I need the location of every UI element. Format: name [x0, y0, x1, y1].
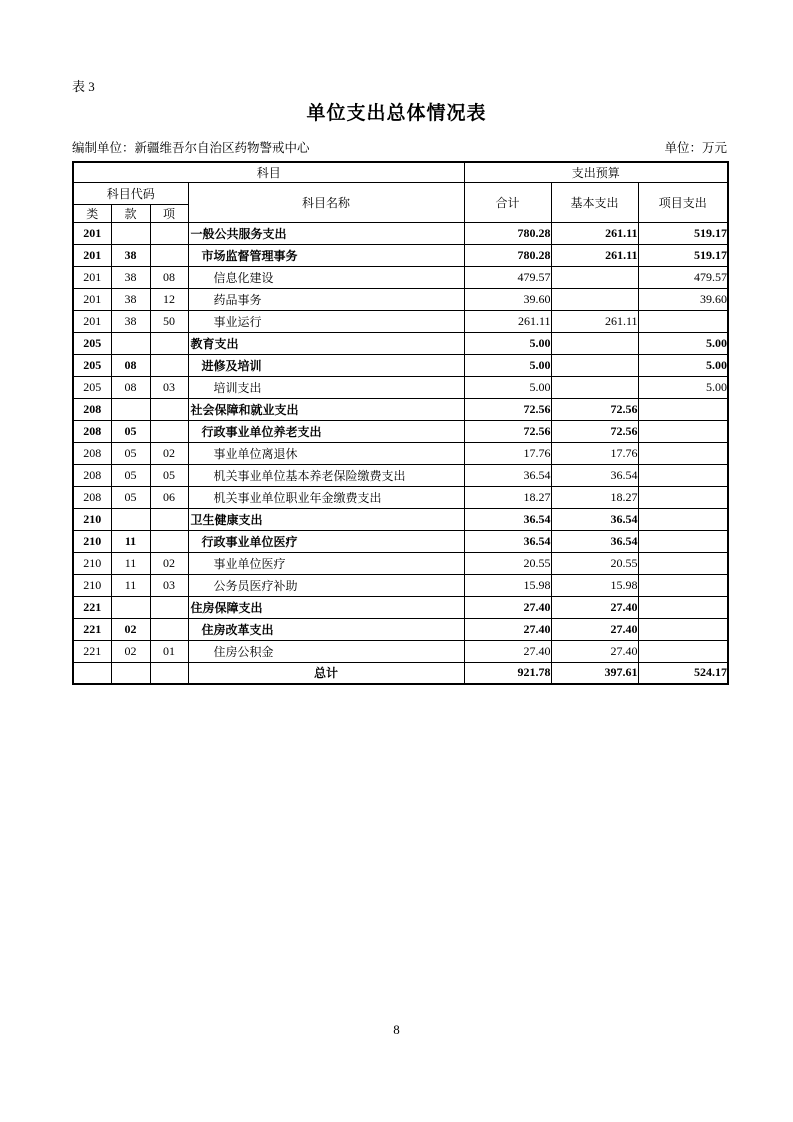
cell-total: 921.78 [464, 662, 551, 684]
cell-project: 479.57 [638, 266, 728, 288]
cell-subject-name: 药品事务 [188, 288, 464, 310]
cell-item [150, 530, 188, 552]
total-row [73, 662, 728, 684]
cell-project [638, 486, 728, 508]
table-row [73, 244, 728, 266]
cell-section: 38 [111, 310, 150, 332]
cell-item [150, 354, 188, 376]
cell-item: 06 [150, 486, 188, 508]
cell-total: 479.57 [464, 266, 551, 288]
cell-total: 72.56 [464, 420, 551, 442]
cell-class: 208 [73, 442, 111, 464]
cell-basic: 261.11 [551, 310, 638, 332]
cell-item [150, 222, 188, 244]
cell-section: 38 [111, 288, 150, 310]
header-subject-group: 科目 [73, 162, 464, 182]
cell-total: 780.28 [464, 244, 551, 266]
cell-subject-name: 事业单位离退休 [188, 442, 464, 464]
cell-basic [551, 376, 638, 398]
cell-class: 201 [73, 288, 111, 310]
header-basic: 基本支出 [551, 182, 638, 222]
cell-item: 05 [150, 464, 188, 486]
cell-class: 208 [73, 464, 111, 486]
cell-basic: 15.98 [551, 574, 638, 596]
cell-section: 02 [111, 640, 150, 662]
cell-section: 38 [111, 244, 150, 266]
table-row [73, 574, 728, 596]
table-row [73, 442, 728, 464]
cell-item [150, 596, 188, 618]
table-row [73, 288, 728, 310]
cell-subject-name: 市场监督管理事务 [188, 244, 464, 266]
cell-class [73, 662, 111, 684]
cell-section: 05 [111, 486, 150, 508]
cell-item: 50 [150, 310, 188, 332]
cell-subject-name: 机关事业单位职业年金缴费支出 [188, 486, 464, 508]
cell-total: 5.00 [464, 376, 551, 398]
cell-total: 27.40 [464, 640, 551, 662]
cell-subject-name: 行政事业单位医疗 [188, 530, 464, 552]
cell-item [150, 662, 188, 684]
cell-item: 02 [150, 442, 188, 464]
cell-subject-name: 行政事业单位养老支出 [188, 420, 464, 442]
cell-project [638, 596, 728, 618]
cell-class: 205 [73, 354, 111, 376]
cell-project: 39.60 [638, 288, 728, 310]
cell-section: 08 [111, 354, 150, 376]
cell-total: 5.00 [464, 354, 551, 376]
cell-project: 524.17 [638, 662, 728, 684]
cell-project [638, 618, 728, 640]
cell-basic [551, 354, 638, 376]
cell-section [111, 596, 150, 618]
cell-basic: 17.76 [551, 442, 638, 464]
table-row [73, 596, 728, 618]
cell-basic: 261.11 [551, 222, 638, 244]
cell-section: 11 [111, 552, 150, 574]
cell-total: 27.40 [464, 618, 551, 640]
cell-subject-name: 一般公共服务支出 [188, 222, 464, 244]
cell-class: 210 [73, 530, 111, 552]
table-row [73, 508, 728, 530]
cell-section: 02 [111, 618, 150, 640]
cell-class: 221 [73, 640, 111, 662]
table-row [73, 398, 728, 420]
cell-basic: 72.56 [551, 398, 638, 420]
table-row [73, 552, 728, 574]
cell-class: 201 [73, 310, 111, 332]
header-total: 合计 [464, 182, 551, 222]
cell-project [638, 464, 728, 486]
cell-total: 5.00 [464, 332, 551, 354]
cell-section: 05 [111, 464, 150, 486]
cell-class: 205 [73, 332, 111, 354]
cell-project [638, 530, 728, 552]
cell-project [638, 552, 728, 574]
cell-section [111, 332, 150, 354]
cell-class: 221 [73, 618, 111, 640]
cell-total: 36.54 [464, 508, 551, 530]
cell-total: 17.76 [464, 442, 551, 464]
table-row [73, 486, 728, 508]
table-row [73, 310, 728, 332]
cell-item: 03 [150, 376, 188, 398]
cell-class: 208 [73, 420, 111, 442]
cell-item [150, 398, 188, 420]
header-project: 项目支出 [638, 182, 728, 222]
cell-subject-name: 住房改革支出 [188, 618, 464, 640]
cell-basic [551, 288, 638, 310]
cell-subject-name: 住房保障支出 [188, 596, 464, 618]
cell-project [638, 640, 728, 662]
header-section: 款 [111, 204, 150, 222]
cell-project: 5.00 [638, 332, 728, 354]
cell-basic: 36.54 [551, 530, 638, 552]
cell-total: 261.11 [464, 310, 551, 332]
cell-basic [551, 332, 638, 354]
cell-project [638, 310, 728, 332]
cell-item [150, 508, 188, 530]
cell-item: 08 [150, 266, 188, 288]
cell-item: 01 [150, 640, 188, 662]
cell-subject-name: 社会保障和就业支出 [188, 398, 464, 420]
cell-item: 03 [150, 574, 188, 596]
cell-section [111, 222, 150, 244]
cell-basic: 18.27 [551, 486, 638, 508]
cell-section: 05 [111, 420, 150, 442]
table-row [73, 420, 728, 442]
page-number: 8 [393, 1022, 400, 1037]
cell-basic: 36.54 [551, 464, 638, 486]
cell-subject-name: 事业运行 [188, 310, 464, 332]
header-code-group: 科目代码 [73, 182, 188, 204]
cell-class: 201 [73, 244, 111, 266]
cell-class: 210 [73, 574, 111, 596]
cell-subject-name: 信息化建设 [188, 266, 464, 288]
table-row [73, 376, 728, 398]
cell-total: 72.56 [464, 398, 551, 420]
cell-total: 18.27 [464, 486, 551, 508]
cell-class: 208 [73, 486, 111, 508]
cell-section: 11 [111, 530, 150, 552]
cell-class: 208 [73, 398, 111, 420]
cell-total: 15.98 [464, 574, 551, 596]
cell-subject-name: 住房公积金 [188, 640, 464, 662]
cell-item [150, 244, 188, 266]
unit-note-label: 单位：万元 [664, 141, 727, 155]
cell-total: 20.55 [464, 552, 551, 574]
cell-project [638, 420, 728, 442]
table-row [73, 464, 728, 486]
table-row [73, 266, 728, 288]
cell-class: 201 [73, 266, 111, 288]
cell-basic: 27.40 [551, 596, 638, 618]
cell-basic [551, 266, 638, 288]
cell-subject-name: 卫生健康支出 [188, 508, 464, 530]
cell-subject-name: 教育支出 [188, 332, 464, 354]
table-body [73, 222, 728, 684]
cell-basic: 72.56 [551, 420, 638, 442]
table-label: 表 3 [72, 79, 95, 94]
cell-subject-name: 总计 [188, 662, 464, 684]
header-item: 项 [150, 204, 188, 222]
cell-section [111, 398, 150, 420]
cell-class: 221 [73, 596, 111, 618]
cell-section [111, 662, 150, 684]
cell-subject-name: 公务员医疗补助 [188, 574, 464, 596]
header-subject-name: 科目名称 [188, 182, 464, 222]
cell-class: 201 [73, 222, 111, 244]
cell-subject-name: 机关事业单位基本养老保险缴费支出 [188, 464, 464, 486]
cell-project: 5.00 [638, 376, 728, 398]
table-row [73, 222, 728, 244]
page-title: 单位支出总体情况表 [306, 103, 487, 124]
cell-class: 205 [73, 376, 111, 398]
cell-total: 36.54 [464, 530, 551, 552]
table-row [73, 332, 728, 354]
table-row [73, 354, 728, 376]
cell-subject-name: 培训支出 [188, 376, 464, 398]
cell-section: 05 [111, 442, 150, 464]
cell-basic: 27.40 [551, 640, 638, 662]
cell-subject-name: 事业单位医疗 [188, 552, 464, 574]
cell-section: 38 [111, 266, 150, 288]
expenditure-table [72, 161, 729, 685]
cell-project [638, 574, 728, 596]
cell-project [638, 442, 728, 464]
cell-basic: 20.55 [551, 552, 638, 574]
table-row [73, 618, 728, 640]
meta-row [72, 138, 727, 156]
cell-item: 12 [150, 288, 188, 310]
cell-section [111, 508, 150, 530]
cell-basic: 36.54 [551, 508, 638, 530]
table-row [73, 530, 728, 552]
prepared-by-label: 编制单位：新疆维吾尔自治区药物警戒中心 [72, 141, 310, 155]
cell-section: 11 [111, 574, 150, 596]
header-class: 类 [73, 204, 111, 222]
cell-basic: 261.11 [551, 244, 638, 266]
cell-total: 780.28 [464, 222, 551, 244]
cell-total: 36.54 [464, 464, 551, 486]
header-row-columns [73, 182, 728, 204]
cell-item: 02 [150, 552, 188, 574]
cell-project [638, 398, 728, 420]
cell-item [150, 332, 188, 354]
cell-project: 5.00 [638, 354, 728, 376]
cell-class: 210 [73, 552, 111, 574]
cell-item [150, 618, 188, 640]
cell-basic: 27.40 [551, 618, 638, 640]
cell-subject-name: 进修及培训 [188, 354, 464, 376]
cell-project [638, 508, 728, 530]
cell-class: 210 [73, 508, 111, 530]
header-budget-group: 支出预算 [464, 162, 728, 182]
cell-item [150, 420, 188, 442]
cell-project: 519.17 [638, 222, 728, 244]
cell-total: 27.40 [464, 596, 551, 618]
table-header [73, 162, 728, 222]
cell-section: 08 [111, 376, 150, 398]
table-row [73, 640, 728, 662]
header-row-groups [73, 162, 728, 182]
cell-total: 39.60 [464, 288, 551, 310]
cell-project: 519.17 [638, 244, 728, 266]
cell-basic: 397.61 [551, 662, 638, 684]
